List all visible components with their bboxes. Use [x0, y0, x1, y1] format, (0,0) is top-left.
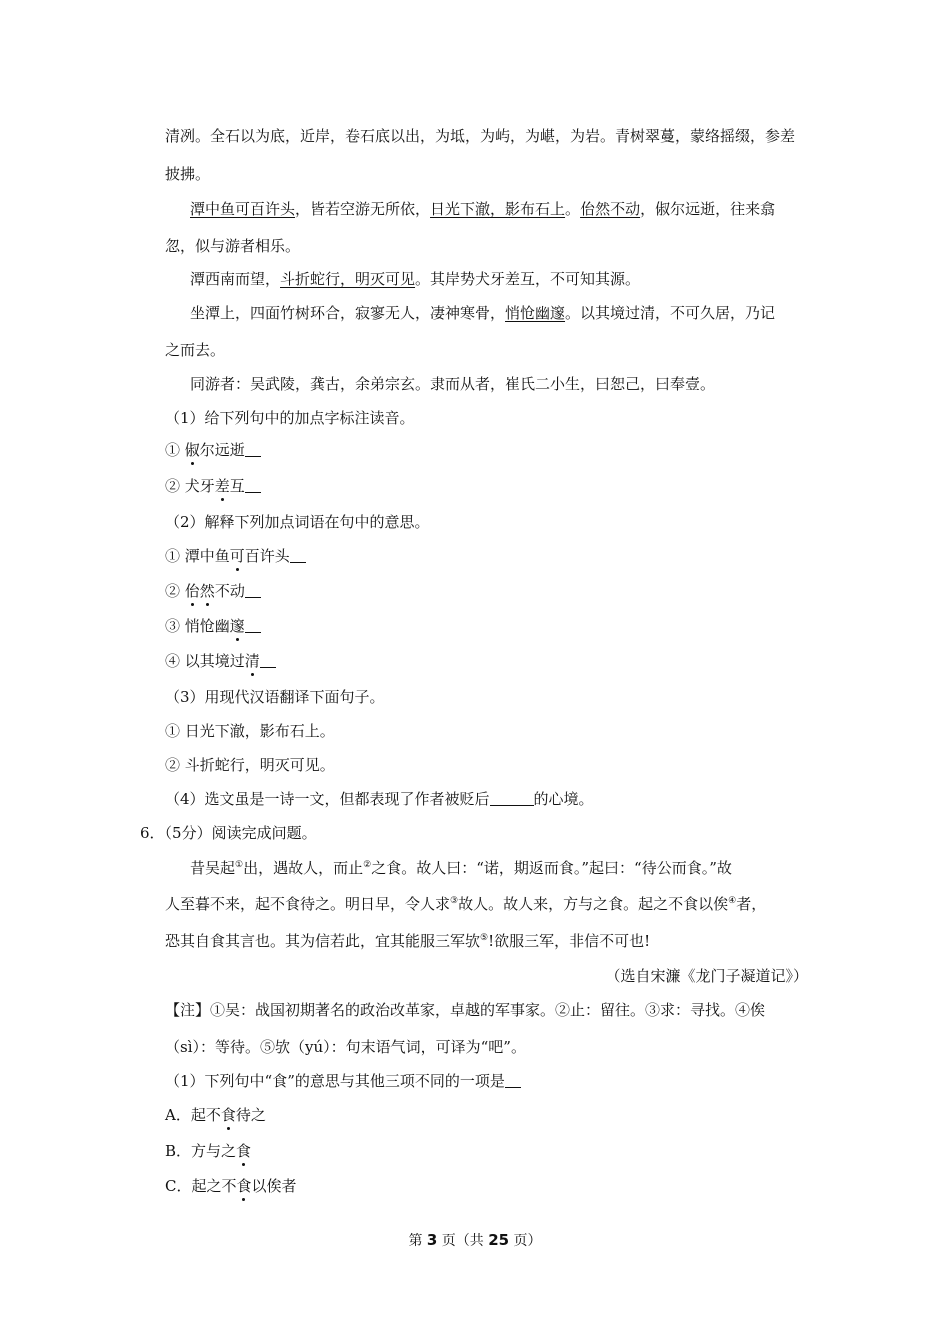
underlined-phrase: 悄怆幽邃 — [505, 304, 566, 322]
q6-option-a: A．起不食待之 — [165, 1106, 266, 1124]
q6-source: （选自宋濂《龙门子凝道记》） — [605, 967, 808, 985]
q6-heading: 6．（5分）阅读完成问题。 — [140, 824, 317, 842]
q5-sub3-item-1: ① 日光下澈，影布石上。 — [165, 722, 335, 740]
q5-sub2-item-2: ② 佁然不动 — [165, 581, 261, 601]
q6-passage-line-3: 恐其自食其言也。其为信若此，宜其能服三军欤⑤!欲服三军，非信不可也! — [165, 932, 651, 950]
answer-blank — [490, 791, 534, 806]
answer-blank — [245, 478, 261, 493]
page-number: 3 — [426, 1231, 438, 1249]
q5-sub4: （4）选文虽是一诗一文，但都表现了作者被贬后 的心境。 — [165, 790, 594, 808]
passage-paragraph-3: 潭西南而望，斗折蛇行，明灭可见。其岸势犬牙差互，不可知其源。 — [190, 270, 641, 288]
passage-paragraph-2-line-1: 潭中鱼可百许头，皆若空游无所依，日光下澈，影布石上。佁然不动，俶尔远逝，往来翕 — [190, 200, 776, 218]
underlined-phrase: 斗折蛇行，明灭可见 — [280, 270, 416, 288]
underlined-phrase: 日光下澈，影布石上 — [430, 200, 566, 218]
q5-sub1-title: （1）给下列句中的加点字标注读音。 — [165, 409, 415, 427]
passage-paragraph-1-line-2: 披拂。 — [165, 165, 211, 183]
answer-blank — [245, 442, 261, 457]
passage-paragraph-1-line-1: 清冽。全石以为底，近岸，卷石底以出，为坻，为屿，为嵁，为岩。青树翠蔓，蒙络摇缀，参差 — [165, 127, 796, 145]
q5-sub1-item-1: ① 俶尔远逝 — [165, 440, 261, 460]
passage-paragraph-5: 同游者：吴武陵，龚古，余弟宗玄。隶而从者，崔氏二小生，曰恕己，曰奉壹。 — [190, 375, 716, 393]
q6-notes-line-2: （sì）：等待。⑤欤（yú）：句末语气词，可译为“吧”。 — [165, 1038, 526, 1056]
q6-passage-line-2: 人至暮不来，起不食待之。明日早，令人求③故人。故人来，方与之食。起之不食以俟④者， — [165, 895, 767, 913]
q6-notes-line-1: 【注】①吴：战国初期著名的政治改革家，卓越的军事家。②止：留往。③求：寻找。④俟 — [165, 1001, 766, 1019]
q5-sub3-item-2: ② 斗折蛇行，明灭可见。 — [165, 756, 335, 774]
q5-sub2-item-4: ④ 以其境过清 — [165, 651, 276, 671]
q5-sub2-item-1: ① 潭中鱼可百许头 — [165, 546, 306, 566]
answer-blank — [505, 1073, 521, 1088]
q5-sub2-item-3: ③ 悄怆幽邃 — [165, 616, 261, 636]
underlined-phrase: 潭中鱼可百许头 — [190, 200, 296, 218]
answer-blank — [290, 548, 306, 563]
underlined-phrase: 佁然不动 — [580, 200, 641, 218]
answer-blank — [245, 618, 261, 633]
q5-sub3-title: （3）用现代汉语翻译下面句子。 — [165, 688, 385, 706]
q6-option-c: C．起之不食以俟者 — [165, 1177, 297, 1195]
q6-option-b: B．方与之食 — [165, 1142, 252, 1160]
q6-passage-line-1: 昔吴起①出，遇故人，而止②之食。故人曰：“诺，期返而食。”起曰：“待公而食。”故 — [190, 859, 732, 877]
passage-paragraph-4-line-1: 坐潭上，四面竹树环合，寂寥无人，凄神寒骨，悄怆幽邃。以其境过清，不可久居，乃记 — [190, 304, 776, 322]
q5-sub2-title: （2）解释下列加点词语在句中的意思。 — [165, 513, 430, 531]
q5-sub1-item-2: ② 犬牙差互 — [165, 476, 261, 496]
q6-sub1-title: （1）下列句中“食”的意思与其他三项不同的一项是 — [165, 1071, 521, 1091]
page-total: 25 — [488, 1231, 510, 1249]
passage-paragraph-4-line-2: 之而去。 — [165, 341, 226, 359]
page-footer: 第 3 页（共 25 页） — [408, 1231, 542, 1249]
answer-blank — [260, 653, 276, 668]
answer-blank — [245, 583, 261, 598]
passage-paragraph-2-line-2: 忽，似与游者相乐。 — [165, 237, 301, 255]
